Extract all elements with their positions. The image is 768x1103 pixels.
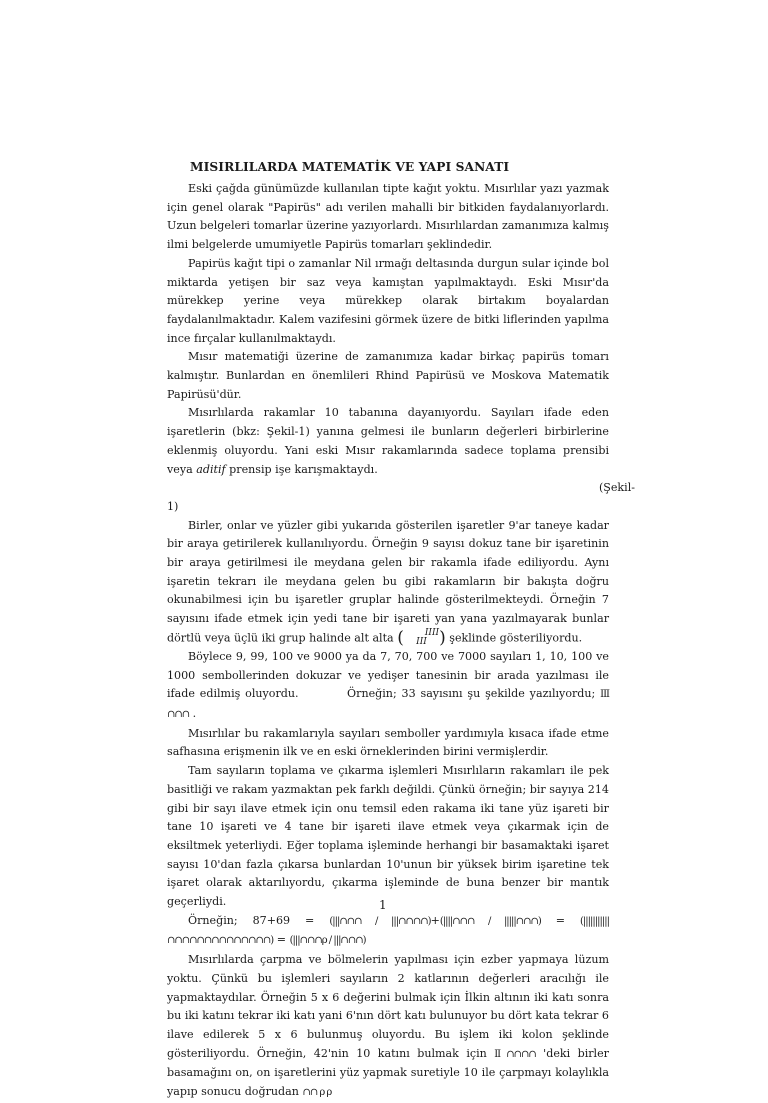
paragraph-9: Örneğin; 87+69 = (|||∩∩∩ / |||∩∩∩∩)+(||||∩∩∩ / |||||∩∩∩) = (||||||||||| ∩∩∩∩∩∩∩∩∩∩∩∩∩∩) = (|||∩∩∩ρ / |||∩∩∩) (167, 913, 609, 947)
paragraph-6-example: Örneğin; 33 sayısını şu şekilde yazılıyordu; (347, 687, 596, 701)
paragraph-10 (167, 951, 609, 1103)
paragraph-4-text: Mısırlılarda rakamlar 10 tabanına dayanıyordu. Sayıları ifade eden işaretlerin (bkz: Şekil-1) yanına gelmesi ile bunların değerleri birbirlerine eklenmiş oluyordu. Yani eski Mısır rakamlarında sadece toplama prensibi veya (167, 406, 609, 476)
paragraph-5-text: Birler, onlar ve yüzler gibi yukarıda gösterilen işaretler 9'ar taneye kadar bir araya getirilerek kullanılıyordu. Örneğin 9 sayısı dokuz tane bir işaretinin bir araya getirilmesi ile meydana gelen bir rakamla ifade ediliyordu. Aynı işaretin tekrarı ile meydana gelen bu gibi rakamların bir bakışta doğru okunabilmesi için bu işaretler gruplar halinde gösterilmekteydi. Örneğin 7 sayısını ifade etmek için yedi tane bir işareti yan yana yazılmayarak bunlar dörtlü veya üçlü iki grup halinde alt alta (167, 518, 609, 645)
paragraph-10-end: 'deki birler basamağını on, on işaretlerini yüz yapmak suretiyle 10 ile çarpmayı kolaylıkla yapıp sonucu doğrudan (167, 1046, 609, 1099)
page-number: 1 (379, 898, 387, 912)
addition-example-label: Örneğin; 87+69 = (188, 913, 315, 927)
addend-a-glyph: (|||∩∩∩ / |||∩∩∩∩) (329, 915, 431, 927)
fourhundredtwenty-glyph: ∩∩ ρ ρ (302, 1087, 332, 1099)
figure-ref-close: 1) (167, 499, 179, 513)
paragraph-4 (167, 404, 609, 479)
aditif-term: aditif (196, 462, 226, 476)
paragraph-10-text: Mısırlılarda çarpma ve bölmelerin yapılması için ezber yapmaya lüzum yoktu. Çünkü bu işlemleri sayıların 2 katlarının değerleri aracılığı ile yapmaktaydılar. Örneğin 5 x 6 değerini bulmak için İlkin altının iki katı sonra bu iki katını tekrar iki katı yani 6'nın dört katı bulunuyor bu dört kata tekrar 6 ilave edilerek 5 x 6 bulunmuş oluyordu. Bu işlem iki kolon şeklinde gösteriliyordu. Örneğin, 42'nin 10 katını bulmak için (167, 953, 609, 1060)
sum-glyph: (|||∩∩∩ρ / |||∩∩∩) (289, 935, 366, 947)
body-text (167, 180, 635, 1103)
paragraph-8: Tam sayıların toplama ve çıkarma işlemleri Mısırlıların rakamları ile pek basitliği ve rakam yazmaktan pek farklı değildi. Çünkü örneğin; bir sayıya 214 gibi bir sayı ilave etmek için onu temsil eden rakama iki tane yüz işareti bir tane 10 işareti ve 4 tane bir işareti ilave etmek veya çıkarmak için de eksiltmek yeterliydi. Eğer toplama işleminde herhangi bir basamaktaki işaret sayısı 10'dan fazla çıkarsa bunlardan 10'unun bir yüksek birim işaretine tek işaret olarak aktarılıyordu, çıkarma işleminde de buna benzer bir mantık geçerliydi. (167, 764, 609, 909)
thirtythree-glyph: III ∩∩∩ (167, 689, 610, 721)
paragraph-1: Eski çağda günümüzde kullanılan tipte kağıt yoktu. Mısırlılar yazı yazmak için genel olarak "Papirüs" adı verilen mahalli bir bitkiden faydalanıyorlardı. Uzun belgeleri tomarlar üzerine yazıyorlardı. Mısırlılardan zamanımıza kalmış ilmi belgelerde umumiyetle Papirüs tomarları şeklindedir. (167, 182, 609, 252)
seven-glyph: IIII III (416, 628, 440, 648)
sum-raw-glyph: (||||||||||| ∩∩∩∩∩∩∩∩∩∩∩∩∩∩) (167, 915, 609, 947)
paragraph-2: Papirüs kağıt tipi o zamanlar Nil ırmağı deltasında durgun sular içinde bol miktarda yetişen bir saz veya kamıştan yapılmaktaydı. Eski Mısır'da mürekkep yerine veya mürekkep olarak birtakım boyalardan faydalanılmaktadır. Kalem vazifesini görmek üzere de bitki liflerinden yapılma ince fırçalar kullanılmaktaydı. (167, 256, 609, 345)
paragraph-4-end: prensip işe karışmaktaydı. (229, 462, 378, 476)
page-title: MISIRLILARDA MATEMATİK VE YAPI SANATI (190, 160, 510, 174)
paragraph-7: Mısırlılar bu rakamlarıyla sayıları semboller yardımıyla kısaca ifade etme safhasına erişmenin ilk ve en eski örneklerinden birini vermişlerdir. (167, 726, 609, 759)
fortytwo-glyph: II ∩∩∩∩ (494, 1048, 536, 1060)
paragraph-3: Mısır matematiği üzerine de zamanımıza kadar birkaç papirüs tomarı kalmıştır. Bunlardan en önemlileri Rhind Papirüsü ve Moskova Matematik Papirüsü'dür. (167, 350, 609, 401)
paragraph-6-text: Böylece 9, 99, 100 ve 9000 ya da 7, 70, 700 ve 7000 sayıları 1, 10, 100 ve 1000 sembollerinden dokuzar ve yedişer tanesinin bir arada yazılması ile ifade edilmiş oluyordu. (167, 649, 609, 701)
paragraph-5-end: şeklinde gösteriliyordu. (449, 631, 583, 645)
figure-ref-open: (Şekil- (598, 481, 635, 495)
figure-ref-right (167, 479, 635, 498)
paragraph-6: Böylece 9, 99, 100 ve 9000 ya da 7, 70, 700 ve 7000 sayıları 1, 10, 100 ve 1000 sembollerinden dokuzar ve yedişer tanesinin bir arada yazılması ile ifade edilmiş oluyordu. Örneğin; 33 sayısını şu şekilde yazılıyordu; III ∩∩∩ . (167, 649, 610, 721)
addend-b-glyph: (||||∩∩∩ / |||||∩∩∩) (439, 915, 541, 927)
paragraph-5: Birler, onlar ve yüzler gibi yukarıda gösterilen işaretler 9'ar taneye kadar bir araya getirilerek kullanılıyordu. Örneğin 9 sayısı dokuz tane bir işaretinin bir araya getirilmesi ile meydana gelen bir rakamla ifade ediliyordu. Aynı işaretin tekrarı ile meydana gelen bu gibi rakamların bir bakışta doğru okunabilmesi için bu işaretler gruplar halinde gösterilmekteydi. Örneğin 7 sayısını ifade etmek için yedi tane bir işareti yan yana yazılmayarak bunlar dörtlü veya üçlü iki grup halinde alt alta ( IIII III ) şeklinde gösteriliyordu. (167, 518, 609, 648)
